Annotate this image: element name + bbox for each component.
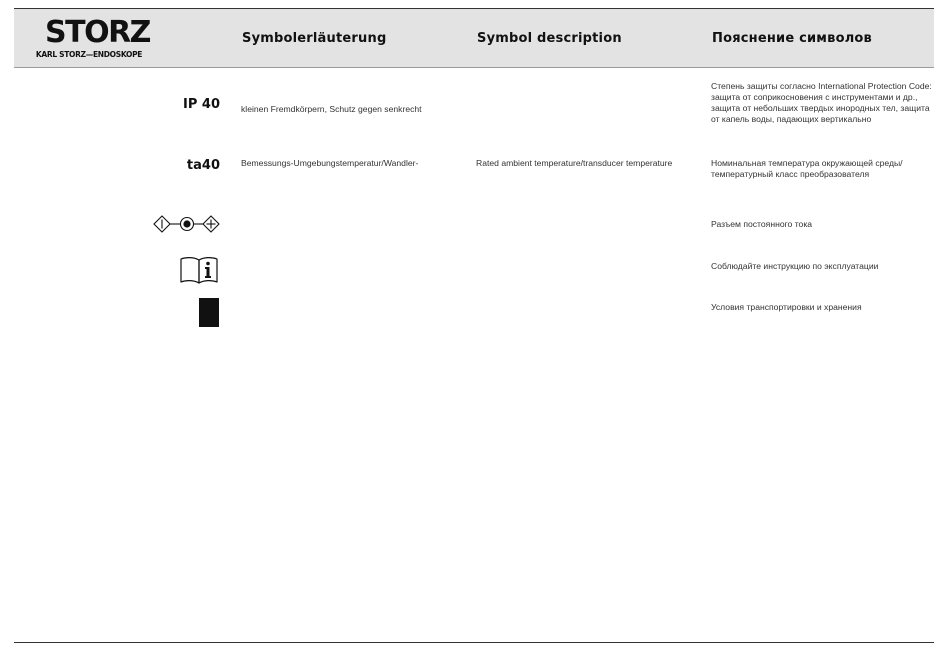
symbol-ta40: ta40 [186, 158, 220, 173]
row4-ru: Соблюдайте инструкцию по эксплуатации [711, 261, 879, 271]
row3-ru: Разъем постоянного тока [711, 219, 813, 229]
header-col-ru: Пояснение символов [712, 31, 872, 46]
row2-ru: Номинальная температура окружающей среды/ температурный класс преобразователя [711, 158, 903, 179]
header-rule [14, 67, 934, 68]
row5-ru: Условия транспортировки и хранения [711, 302, 862, 312]
logo-wordmark: STORZ [45, 15, 150, 50]
bottom-rule [14, 642, 934, 643]
operating-instructions-icon [180, 256, 218, 284]
header-col-de: Symbolerläuterung [242, 31, 387, 46]
karl-storz-logo [14, 9, 164, 67]
logo-subline: KARL STORZ—ENDOSKOPE [35, 50, 143, 59]
row2-en: Rated ambient temperature/transducer temperature [476, 158, 673, 168]
table-header [14, 9, 934, 67]
row2-de: Bemessungs-Umgebungstemperatur/Wandler- [241, 158, 419, 168]
row1-de: kleinen Fremdkörpern, Schutz gegen senkrecht [241, 104, 422, 114]
header-col-en: Symbol description [477, 31, 622, 46]
symbol-ip40: IP 40 [183, 97, 220, 112]
transport-storage-block-icon [199, 298, 219, 327]
dc-polarity-icon [153, 215, 221, 233]
row1-ru: Степень защиты согласно International Protection Code: защита от соприкосновения с инструментами и др., защита от небольших твердых инородных тел, защита от капель воды, падающих вертикально [711, 81, 932, 124]
